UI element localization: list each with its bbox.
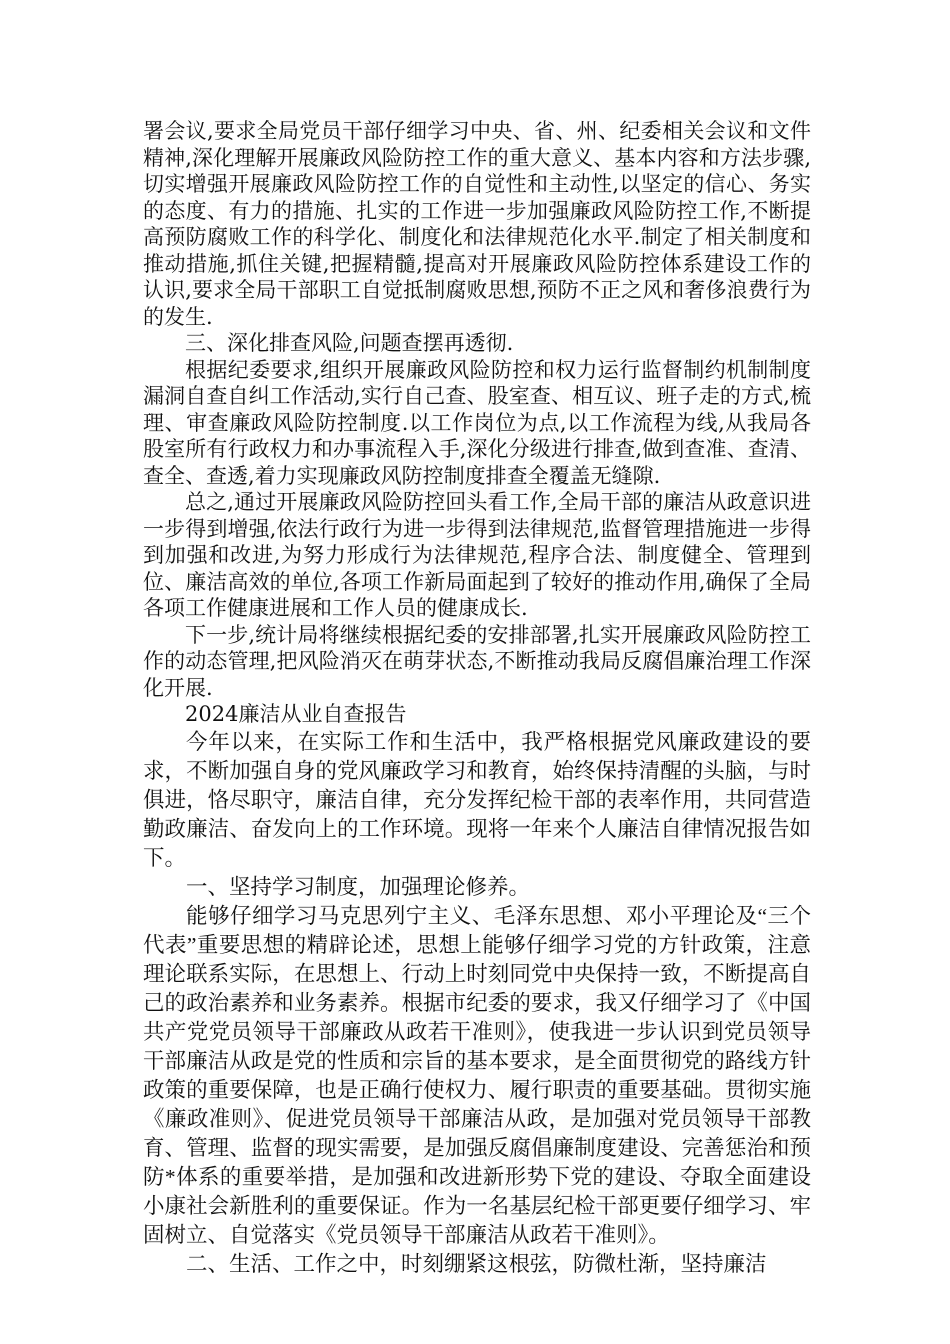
section-heading-2: 二、生活、工作之中，时刻绷紧这根弦，防微杜渐，坚持廉洁 [186, 1251, 767, 1276]
section-heading-1: 一、坚持学习制度，加强理论修养。 [186, 874, 531, 899]
paragraph-body: 根据纪委要求,组织开展廉政风险防控和权力运行监督制约机制制度漏洞自查自纠工作活动,实行自己查、股室查、相互议、班子走的方式,梳理、审查廉政风险防控制度.以工作岗位为点,以工作流程为线,从我局各股室所有行政权力和办事流程入手,深化分级进行排查,做到查准、查清、查全、查透,着力实现廉政风防控制度排查全覆盖无缝隙. [143, 357, 811, 488]
paragraph-body: 下一步,统计局将继续根据纪委的安排部署,扎实开展廉政风险防控工作的动态管理,把风险消灭在萌芽状态,不断推动我局反腐倡廉治理工作深化开展. [143, 622, 811, 700]
paragraph-body: 署会议,要求全局党员干部仔细学习中央、省、州、纪委相关会议和文件精神,深化理解开展廉政风险防控工作的重大意义、基本内容和方法步骤,切实增强开展廉政风险防控工作的自觉性和主动性,以坚定的信心、务实的态度、有力的措施、扎实的工作进一步加强廉政风险防控工作,不断提高预防腐败工作的科学化、制度化和法律规范化水平.制定了相关制度和推动措施,抓住关键,把握精髓,提高对开展廉政风险防控体系建设工作的认识,要求全局干部职工自觉抵制腐败思想,预防不正之风和奢侈浪费行为的发生. [143, 119, 811, 329]
section-heading-3: 三、深化排查风险,问题查摆再透彻. [185, 331, 514, 355]
document-page [143, 118, 811, 1279]
report-body [143, 728, 811, 1279]
paragraph-body: 今年以来，在实际工作和生活中，我严格根据党风廉政建设的要求，不断加强自身的党风廉政学习和教育，始终保持清醒的头脑，与时俱进，恪尽职守，廉洁自律，充分发挥纪检干部的表率作用，共同营造勤政廉洁、奋发向上的工作环境。现将一年来个人廉洁自律情况报告如下。 [143, 729, 811, 870]
report-title: 2024廉洁从业自查报告 [185, 702, 407, 726]
paragraph-body: 能够仔细学习马克思列宁主义、毛泽东思想、邓小平理论及“三个代表”重要思想的精辟论述，思想上能够仔细学习党的方针政策，注意理论联系实际，在思想上、行动上时刻同党中央保持一致，不断提高自己的政治素养和业务素养。根据市纪委的要求，我又仔细学习了《中国共产党党员领导干部廉政从政若干准则》，使我进一步认识到党员领导干部廉洁从政是党的性质和宗旨的基本要求，是全面贯彻党的路线方针政策的重要保障，也是正确行使权力、履行职责的重要基础。贯彻实施《廉政准则》、促进党员领导干部廉洁从政，是加强对党员领导干部教育、管理、监督的现实需要，是加强反腐倡廉制度建设、完善惩治和预防*体系的重要举措，是加强和改进新形势下党的建设、夺取全面建设小康社会新胜利的重要保证。作为一名基层纪检干部更要仔细学习、牢固树立、自觉落实《党员领导干部廉洁从政若干准则》。 [143, 903, 811, 1247]
paragraph-body: 总之,通过开展廉政风险防控回头看工作,全局干部的廉洁从政意识进一步得到增强,依法行政行为进一步得到法律规范,监督管理措施进一步得到加强和改进,为努力形成行为法律规范,程序合法、制度健全、管理到位、廉洁高效的单位,各项工作新局面起到了较好的推动作用,确保了全局各项工作健康进展和工作人员的健康成长. [143, 490, 811, 620]
